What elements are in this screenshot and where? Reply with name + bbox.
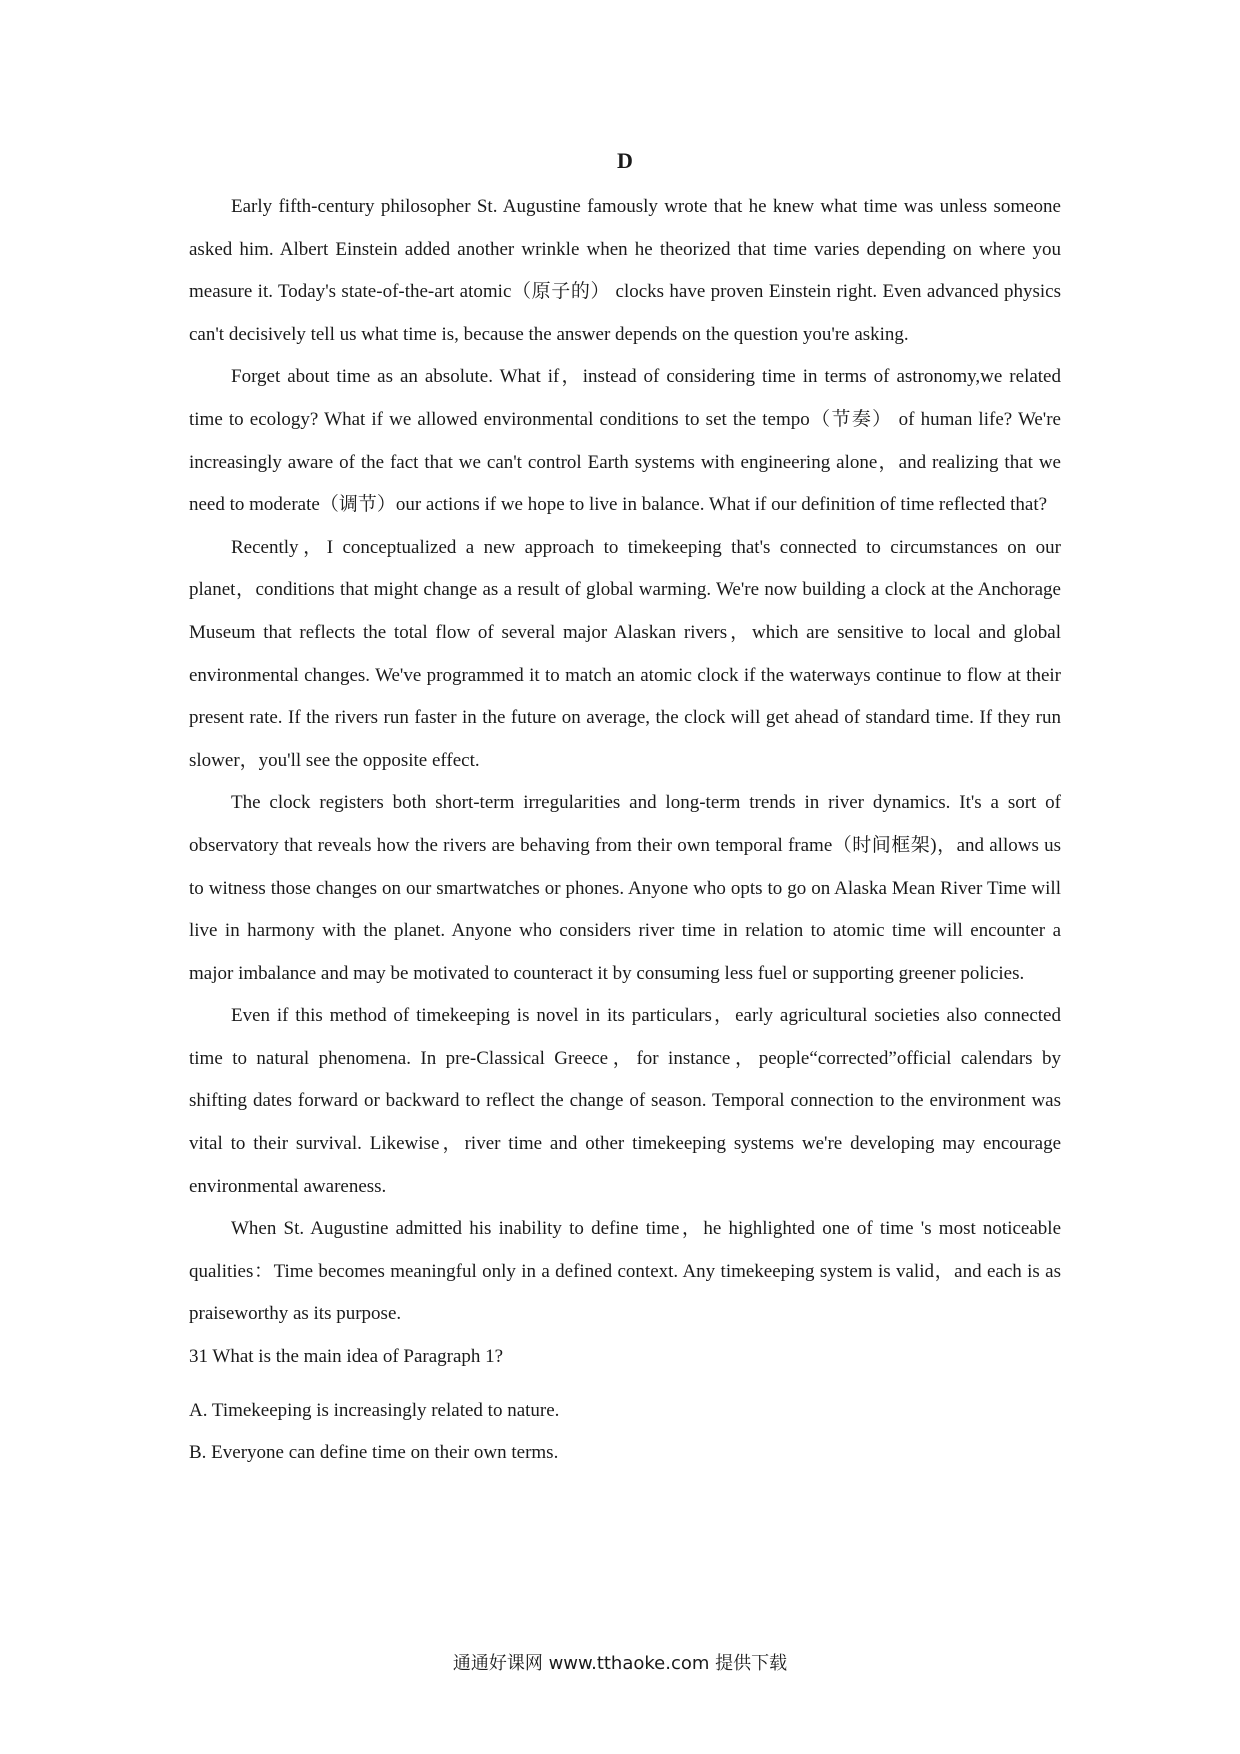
- question-31: 31 What is the main idea of Paragraph 1?: [189, 1346, 504, 1368]
- paragraph-5: Even if this method of timekeeping is novel in its particulars，early agricultural societies also connected time to natural phenomena. In pre-Classical Greece，for instance，people“corrected”official calendars by shifting dates forward or backward to reflect the change of season. Temporal connection to the environment was vital to their survival. Likewise，river time and other timekeeping systems we're developing may encourage environmental awareness.: [189, 1005, 1061, 1197]
- paragraph-6: When St. Augustine admitted his inability to define time，he highlighted one of time 's most noticeable qualities：Time becomes meaningful only in a defined context. Any timekeeping system is valid，and each is as praiseworthy as its purpose.: [189, 1218, 1061, 1325]
- option-a: A. Timekeeping is increasingly related to nature.: [189, 1400, 560, 1422]
- paragraph-1: Early fifth-century philosopher St. Augustine famously wrote that he knew what time was unless someone asked him. Albert Einstein added another wrinkle when he theorized that time varies depending on where you measure it. Today's state-of-the-art atomic（原子的） clocks have proven Einstein right. Even advanced physics can't decisively tell us what time is, because the answer depends on the question you're asking.: [189, 196, 1061, 345]
- paragraph-3: Recently，I conceptualized a new approach to timekeeping that's connected to circumstances on our planet，conditions that might change as a result of global warming. We're now building a clock at the Anchorage Museum that reflects the total flow of several major Alaskan rivers，which are sensitive to local and global environmental changes. We've programmed it to match an atomic clock if the waterways continue to flow at their present rate. If the rivers run faster in the future on average, the clock will get ahead of standard time. If they run slower，you'll see the opposite effect.: [189, 536, 1061, 771]
- document-page: [189, 148, 1061, 1474]
- footer-watermark: 通通好课网 www.tthaoke.com 提供下载: [452, 1653, 788, 1674]
- paragraph-2: Forget about time as an absolute. What if，instead of considering time in terms of astronomy,we related time to ecology? What if we allowed environmental conditions to set the tempo（节奏） of human life? We're increasingly aware of the fact that we can't control Earth systems with engineering alone，and realizing that we need to moderate（调节）our actions if we hope to live in balance. What if our definition of time reflected that?: [189, 366, 1061, 516]
- section-title: D: [617, 148, 633, 173]
- paragraph-4: The clock registers both short-term irregularities and long-term trends in river dynamics. It's a sort of observatory that reveals how the rivers are behaving from their own temporal frame（时间框架)，and allows us to witness those changes on our smartwatches or phones. Anyone who opts to go on Alaska Mean River Time will live in harmony with the planet. Anyone who considers river time in relation to atomic time will encounter a major imbalance and may be motivated to counteract it by consuming less fuel or supporting greener policies.: [189, 792, 1061, 984]
- option-b: B. Everyone can define time on their own terms.: [189, 1442, 559, 1464]
